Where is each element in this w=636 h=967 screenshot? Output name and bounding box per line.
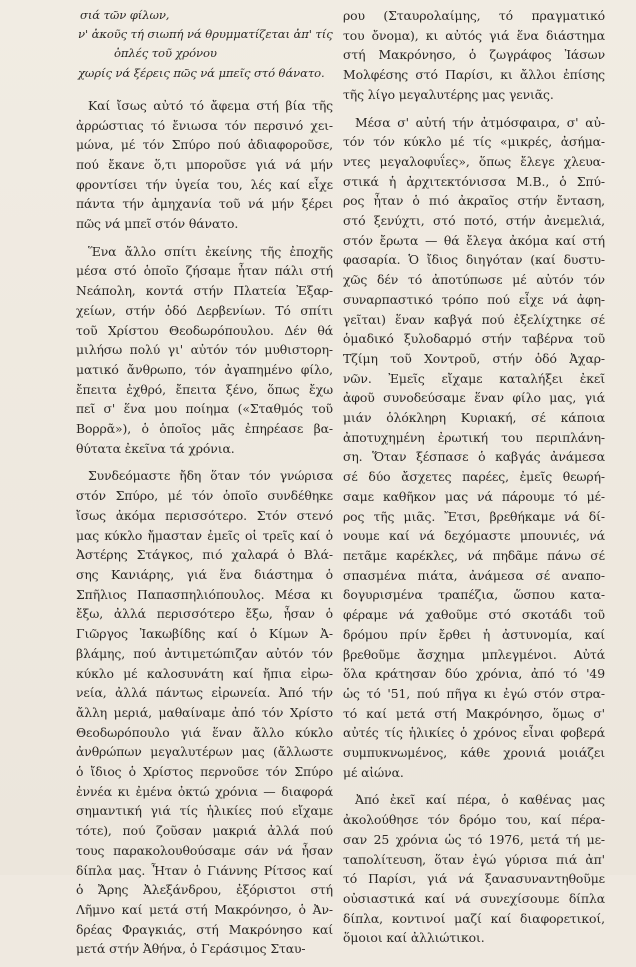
text-line: μετά στήν Ἀθήνα, ὁ Γεράσιμος Σταυ-: [76, 941, 306, 957]
text-line: ματικό ἄνθρωπο, τόν ἀγαπημένο φίλο,: [76, 361, 333, 377]
verse-line: χωρίς νά ξέρεις πῶς νά μπεῖς στό θάνατο.: [78, 65, 325, 80]
text-line: ἀφοῦ συνοδεύσαμε ἕναν φίλο μας, γιά: [343, 390, 605, 406]
paragraph: [76, 96, 333, 234]
left-paragraphs: [76, 96, 333, 959]
text-line: στικά ἡ ἀρχιτεκτόνισσα Μ.Β., ὁ Σπύ-: [343, 173, 605, 189]
text-line: Τζίμη τοῦ Χοντροῦ, στήν ὁδό Ἀχαρ-: [343, 350, 605, 366]
paragraph: [343, 6, 605, 105]
text-line: σαμε καθῆκον μας νά πάρουμε τό μέ-: [343, 488, 605, 504]
text-line: θύτατα ἐκεῖνα τά χρόνια.: [76, 440, 235, 456]
text-line: ἴσως ἀκόμα περισσότερο. Στόν στενό: [76, 507, 333, 523]
text-line: Ἀστέρης Στάγκος, πιό χαλαρά ὁ Βλά-: [76, 547, 333, 563]
text-line: ἀποτυχημένη ἐρωτική του περιπλάνη-: [343, 429, 605, 445]
text-line: μώνα, μέ τόν Σπύρο πού ἀδιαφοροῦσε,: [76, 137, 333, 153]
text-line: μας κύκλο ἤμασταν ἐμεῖς οἱ τρεῖς καί ὁ: [76, 527, 333, 543]
left-column: [76, 6, 333, 967]
text-line: νῶν. Ἐμεῖς εἴχαμε καταλήξει ἐκεῖ: [343, 370, 605, 386]
text-line: σημαντική γιά τίς ἡλικίες πού εἴχαμε: [76, 803, 333, 819]
text-line: στή Μακρόνησο, ὁ ζωγράφος Ἰάσων: [343, 47, 605, 63]
text-line: στόν ἔρωτα — θά ἔλεγα ἀκόμα καί στή: [343, 232, 605, 248]
text-line: φασαρία. Ὁ ἴδιος διηγόταν (καί δυστυ-: [343, 252, 605, 268]
right-paragraphs: [343, 6, 605, 948]
text-line: μιάν ὁλόκληρη Κυριακή, σέ κάποια: [343, 410, 605, 426]
text-line: τότε), πού ζοῦσαν μακριά ἀλλά πού: [76, 823, 333, 839]
text-line: Μολφέσης στό Παρίσι, κι ἄλλοι ἐπίσης: [343, 67, 605, 83]
text-line: νεία, ἀλλά πάντως εἰρωνεία. Ἀπό τήν: [76, 685, 333, 701]
text-line: συναρπαστικό τρόπο πού εἶχε νά ἀφη-: [343, 291, 605, 307]
text-line: βλάμης, πού ἀντιμετώπιζαν αὐτόν τόν: [76, 645, 333, 661]
text-line: δίπλα μας. Ἦταν ὁ Γιάννης Ρίτσος καί: [76, 862, 333, 878]
text-line: ὁ ἴδιος ὁ Χρίστος περνοῦσε τόν Σπύρο: [76, 764, 333, 780]
text-line: δογυρισμένα τραπέζια, ὥσπου κατα-: [343, 587, 605, 603]
paragraph: [76, 466, 333, 959]
text-line: πεῖ σ' ἕνα μου ποίημα («Σταθμός τοῦ: [76, 401, 333, 417]
text-line: κύκλο μέ καλοσυνάτη καί ἤπια εἰρω-: [76, 665, 333, 681]
text-line: ταπολίτευση, ὅταν ἐγώ γύρισα πιά ἀπ': [343, 851, 605, 867]
text-line: ὡς τό '51, πού πῆγα κι ἐγώ στόν στρα-: [343, 685, 605, 701]
text-line: Μέσα σ' αὐτή τήν ἀτμόσφαιρα, σ' αὐ-: [355, 114, 605, 130]
text-line: Συνδεόμαστε ἤδη ὅταν τόν γνώρισα: [88, 468, 333, 484]
text-line: σέ δύο ἄσχετες παρέες, ἐμεῖς θεωρή-: [343, 469, 605, 485]
text-line: βρεθοῦμε ἄσχημα μπλεγμένοι. Αὐτά: [343, 646, 605, 662]
text-line: ση. Ὅταν ξέσπασε ὁ καβγάς ἀνάμεσα: [343, 449, 605, 465]
text-line: ἐννέα κι ἐμένα ὀκτώ χρόνια — διαφορά: [76, 783, 333, 799]
text-line: χείων, στήν ὁδό Δερβενίων. Τό σπίτι: [76, 302, 333, 318]
text-line: μέσα στό ὁποῖο ζήσαμε ἦταν πάλι στή: [76, 263, 333, 279]
text-line: τό καί μετά στή Μακρόνησο, ὅμως σ': [343, 705, 605, 721]
text-line: ὁ Ἄρης Ἀλεξάνδρου, ἐξόριστοι στή: [76, 882, 333, 898]
text-line: Θεοδωρόπουλο γιά ἕναν ἄλλο κύκλο: [76, 724, 333, 740]
text-line: ἔπειτα ἐχθρό, ἔπειτα ξένο, ὅπως ἔχω: [76, 381, 333, 397]
text-line: φέραμε νά χαθοῦμε στό σκοτάδι τοῦ: [343, 607, 605, 623]
text-line: πῶς νά μπεῖ στόν θάνατο.: [76, 216, 239, 232]
text-line: χῶς δέν τό ἀποτύπωσε μέ αὐτόν τόν: [343, 272, 605, 288]
text-line: ὅμοιοι καί ἀλλιώτικοι.: [343, 930, 485, 946]
text-line: αὐτές τίς ἡλικίες ὁ χρόνος εἶναι φοβερά: [343, 725, 605, 741]
text-line: τοῦ Χρίστου Θεοδωρόπουλου. Δέν θά: [76, 322, 333, 338]
text-line: ἔξω, ἀλλά περισσότερο ἔξω, ἦσαν ὁ: [76, 606, 333, 622]
text-line: ρος ἦταν ὁ πιό ἀκραῖος στήν ἔνταση,: [343, 193, 605, 209]
text-line: ὁμαδικό ξυλοδαρμό στήν ταβέρνα τοῦ: [343, 331, 605, 347]
verse-line: σιά τῶν φίλων,: [80, 8, 170, 22]
text-line: Βορρᾶ»), ὁ ὁποῖος μᾶς ἐπηρέασε βα-: [76, 421, 333, 437]
text-line: τό Παρίσι, γιά νά ξανασυναντηθοῦμε: [343, 871, 605, 887]
text-line: συμπυκνωμένος, κάθε χρονιά μοιάζει: [343, 745, 605, 761]
verse-line: ὀπλές τοῦ χρόνου: [114, 46, 217, 61]
right-column: [343, 6, 605, 956]
text-line: ἄλλη μεριά, μαθαίναμε ἀπό τόν Χρίστο: [76, 704, 333, 720]
paragraph: [76, 242, 333, 459]
text-line: Νεάπολη, κοντά στήν Πλατεία Ἐξαρ-: [76, 283, 333, 299]
text-line: μιλήσω πολύ γι' αὐτόν τόν μυθιστορη-: [76, 342, 333, 358]
text-line: ἀκολούθησε τόν δρόμο του, καί πέρα-: [343, 812, 605, 828]
text-line: πετᾶμε καρέκλες, νά πηδᾶμε πάνω σέ: [343, 547, 605, 563]
text-line: Ἕνα ἄλλο σπίτι ἐκείνης τῆς ἐποχῆς: [88, 243, 333, 259]
text-line: στόν Σπύρο, μέ τόν ὁποῖο συνδέθηκε: [76, 488, 333, 504]
text-line: Σπῆλιος Παπασπηλιόπουλος. Μέσα κι: [76, 586, 333, 602]
text-line: μέ αἰώνα.: [343, 764, 404, 780]
text-line: πάντα τήν ἀμηχανία τοῦ νά μήν ξέρει: [76, 196, 333, 212]
text-line: ντες μεγαλοφυΐες», ὅπως ἔλεγε χλευα-: [343, 153, 605, 169]
text-line: Γιῶργος Ἰακωβίδης καί ὁ Κίμων Ἀ-: [76, 626, 333, 642]
text-line: Λῆμνο καί μετά στή Μακρόνησο, ὁ Ἀν-: [76, 901, 333, 917]
text-line: σης Κανιάρης, γιά ἕνα διάστημα ὁ: [76, 566, 333, 582]
text-line: οὐσιαστικά καί νά συνεχίσουμε δίπλα: [343, 890, 605, 906]
text-line: πού ἔκανε ὅ,τι μποροῦσε γιά νά μήν: [76, 156, 333, 172]
text-line: γεῖται) ἕναν καβγά πού ἐξελίχτηκε σέ: [343, 311, 605, 327]
text-line: δρόμου πρίν ἔρθει ἡ ἀστυνομία, καί: [343, 626, 605, 642]
text-line: στό ξενύχτι, στό ποτό, στήν ἀνεμελιά,: [343, 213, 605, 229]
text-line: σαν 25 χρόνια ὡς τό 1976, μετά τή με-: [343, 831, 605, 847]
text-line: τους παρακολουθούσαμε σάν νά ἦσαν: [76, 842, 333, 858]
text-line: Ἀπό ἐκεῖ καί πέρα, ὁ καθένας μας: [355, 792, 605, 808]
text-line: ρου (Σταυρολαίμης, τό πραγματικό: [343, 8, 605, 23]
text-line: τόν τόν κύκλο μέ τίς «μικρές, ἀσήμα-: [343, 134, 605, 150]
text-line: ρος τῆς μιᾶς. Ἔτσι, βρεθήκαμε νά δί-: [343, 508, 605, 524]
verse-quote: [76, 6, 333, 83]
text-line: Καί ἴσως αὐτό τό ἄφεμα στή βία τῆς: [88, 97, 333, 113]
text-line: δρέας Φραγκιάς, στή Μακρόνησο καί: [76, 921, 333, 937]
text-line: ἀρρώστιας τό ἔνιωσα τόν περσινό χει-: [76, 117, 333, 133]
text-line: του ὄνομα), κι αὐτός γιά ἕνα διάστημα: [343, 27, 605, 43]
text-line: φροντίσει τήν ὑγεία του, λές καί εἶχε: [76, 176, 333, 192]
text-line: ἀνθρώπων μεγαλυτέρων μας (ἄλλωστε: [76, 744, 333, 760]
verse-line: ν' ἀκοῦς τή σιωπή νά θρυμματίζεται ἀπ' τίς: [78, 27, 333, 42]
text-line: δίπλα, κοντινοί μαζί καί διαφορετικοί,: [343, 910, 605, 926]
text-line: ὅλα κράτησαν δύο χρόνια, ἀπό τό '49: [343, 666, 605, 682]
paragraph: [343, 113, 605, 783]
text-line: σπασμένα πιάτα, ἀνάμεσα σέ αναπο-: [343, 567, 605, 583]
paragraph: [343, 790, 605, 948]
text-line: νουμε καί νά δεχόμαστε μπουνιές, νά: [343, 528, 605, 544]
text-line: τῆς λίγο μεγαλυτέρης μας γενιᾶς.: [343, 86, 554, 102]
